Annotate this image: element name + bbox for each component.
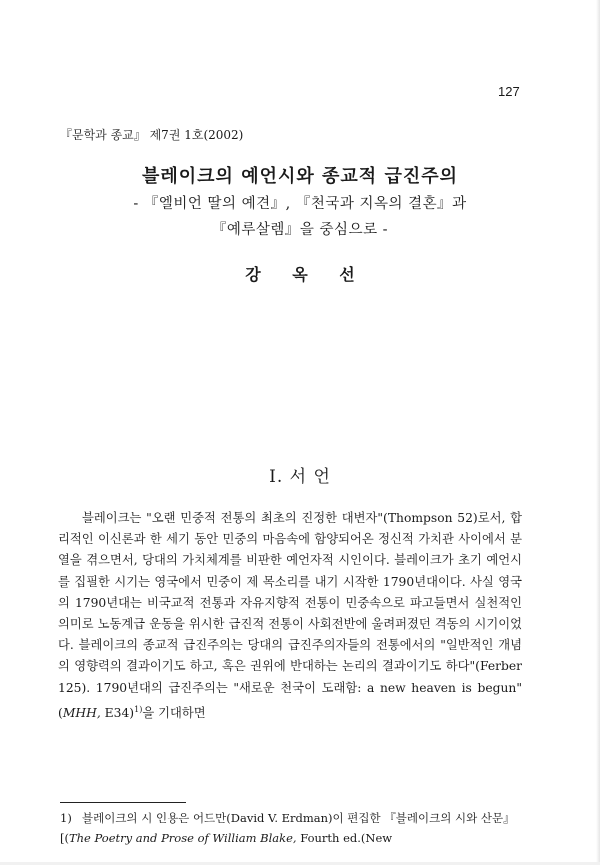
footnote-label: 1) [60, 811, 72, 825]
body-text [58, 508, 522, 724]
footnote-divider [60, 802, 186, 803]
article-title: 블레이크의 예언시와 종교적 급진주의 [141, 166, 458, 187]
footnote-text-part: 블레이크의 시 인용은 어드만(David V. Erdman)이 편집한 『블레이크의 시와 산문』[( [60, 811, 515, 845]
footnote-text-part: Fourth ed.(New [296, 831, 393, 845]
body-text-part: E34) [100, 705, 135, 720]
page-edge-shadow [596, 0, 600, 865]
author-name: 강 옥 선 [245, 265, 355, 284]
body-paragraph [58, 508, 522, 724]
article-subtitle-line-2: 『예루살렘』을 중심으로 - [211, 222, 389, 238]
footnote-text-italic: The Poetry and Prose of William Blake, [68, 831, 297, 845]
article-subtitle-line-1: - 『엘비언 딸의 예견』, 『천국과 지옥의 결혼』과 [133, 196, 467, 212]
body-text-part: 을 기대하면 [142, 705, 206, 720]
page-number: 127 [498, 84, 520, 99]
footnote [60, 808, 524, 848]
journal-citation: 『문학과 종교』 제7권 1호(2002) [60, 128, 244, 142]
section-heading: I. 서 언 [269, 467, 331, 487]
body-text-part: 블레이크는 "오랜 민중적 전통의 최초의 진정한 대변자"(Thompson 52)로서, 합리적인 이신론과 한 세기 동안 민중의 마음속에 함양되어온 정신적 가치관 사이에서 분열을 겪으면서, 당대의 가치체계를 비판한 예언자적 시인이다. 블레이크가 초기 예언시를 집필한 시기는 영국에서 민중이 제 목소리를 내기 시작한 1790년대이다. 사실 영국의 1790년대는 비국교적 전통과 자유지향적 전통이 민중속으로 파고들면서 실천적인 의미로 노동계급 운동을 위시한 급진적 전통이 사회전반에 울려퍼졌던 격동의 시기이었다. 블레이크의 종교적 급진주의는 당대의 급진주의자들의 전통에서의 "일반적인 개념의 영향력의 결과이기도 하고, 혹은 권위에 반대하는 논리의 결과이기도 하다"(Ferber 125). 1790년대의 급진주의는 "새로운 천국이 도래함: a new heaven is begun"( [58, 511, 522, 720]
footnote-marker: 1) [134, 704, 143, 714]
body-text-italic: MHH, [62, 705, 101, 720]
